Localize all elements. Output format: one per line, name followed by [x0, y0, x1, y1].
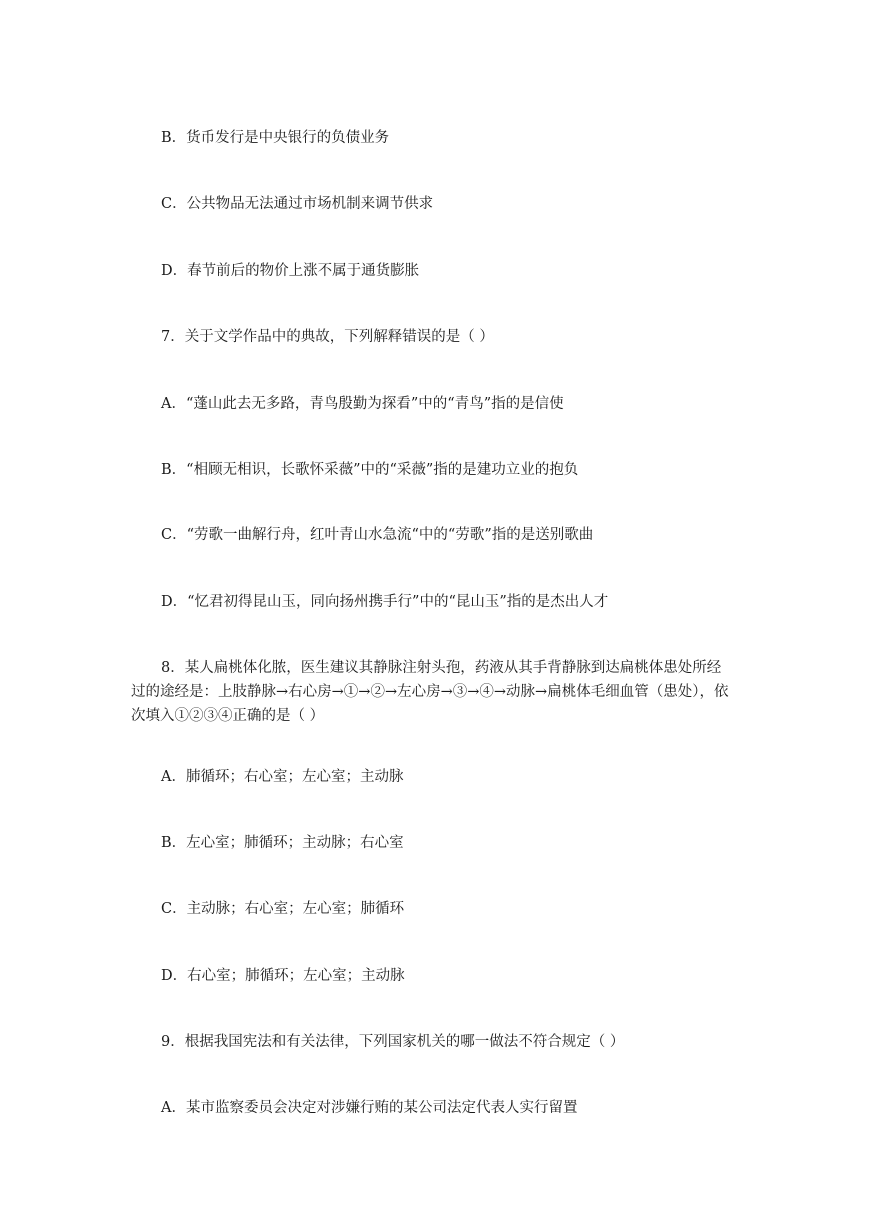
q7-stem: 7．关于文学作品中的典故，下列解释错误的是（ ）	[161, 329, 494, 345]
q7-option-a: A．“蓬山此去无多路，青鸟殷勤为探看”中的“青鸟”指的是信使	[161, 396, 564, 412]
q6-option-d: D．春节前后的物价上涨不属于通货膨胀	[161, 263, 420, 279]
q6-option-c: C．公共物品无法通过市场机制来调节供求	[161, 196, 434, 212]
q9-stem: 9．根据我国宪法和有关法律，下列国家机关的哪一做法不符合规定（ ）	[161, 1034, 625, 1050]
q8-option-d: D．右心室；肺循环；左心室；主动脉	[161, 968, 405, 984]
q8-stem: 8．某人扁桃体化脓，医生建议其静脉注射头孢，药液从其手背静脉到达扁桃体患处所经过的途经是：上肢静脉→右心房→①→②→左心房→③→④→动脉→扁桃体毛细血管（患处），依次填入①②③④正确的是（ ）	[131, 660, 729, 724]
q7-option-c: C．“劳歌一曲解行舟，红叶青山水急流“中的“劳歌”指的是送别歌曲	[161, 527, 594, 543]
q8-option-c: C．主动脉；右心室；左心室；肺循环	[161, 901, 405, 917]
q8-option-a: A．肺循环；右心室；左心室；主动脉	[161, 769, 404, 785]
q7-option-b: B．“相顾无相识，长歌怀采薇”中的“采薇”指的是建功立业的抱负	[161, 462, 579, 478]
q9-option-a: A．某市监察委员会决定对涉嫌行贿的某公司法定代表人实行留置	[161, 1100, 578, 1116]
q8-option-b: B．左心室；肺循环；主动脉；右心室	[161, 835, 404, 851]
q6-option-b: B．货币发行是中央银行的负债业务	[161, 130, 390, 146]
q7-option-d: D．“忆君初得昆山玉，同向扬州携手行”中的“昆山玉”指的是杰出人才	[161, 594, 609, 610]
